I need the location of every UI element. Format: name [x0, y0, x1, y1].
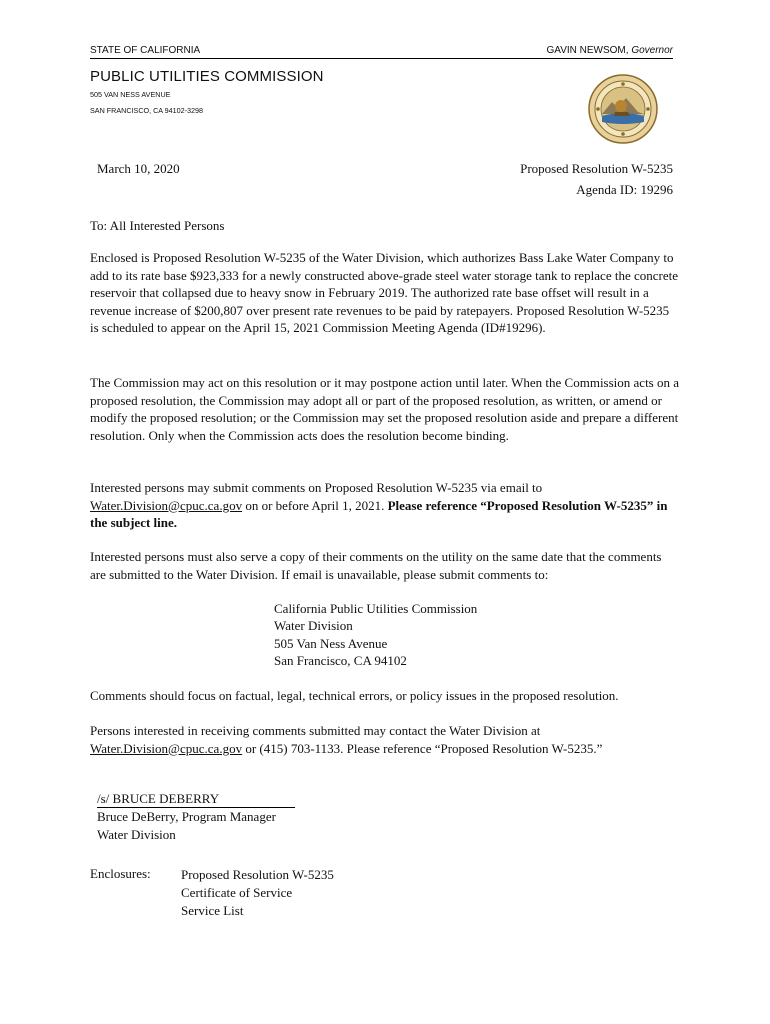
enclosure-item: Service List — [181, 903, 244, 918]
governor-name: GAVIN NEWSOM, — [546, 45, 629, 56]
submit-comments-intro: Interested persons may submit comments on Proposed Resolution W-5235 via email to — [90, 480, 543, 495]
signer-name-title: Bruce DeBerry, Program Manager — [97, 809, 276, 825]
governor-label — [546, 45, 673, 56]
enclosures-list — [181, 866, 334, 920]
address-line-1: 505 VAN NESS AVENUE — [90, 90, 171, 99]
signature-block — [97, 790, 295, 843]
contact-phone-reference: or (415) 703-1133. Please reference “Proposed Resolution W-5235.” — [242, 740, 603, 756]
recipient-line: To: All Interested Persons — [90, 218, 225, 233]
agency-name: PUBLIC UTILITIES COMMISSION — [90, 68, 324, 85]
address-line-2: SAN FRANCISCO, CA 94102-3298 — [90, 106, 204, 115]
paragraph-comment-focus: Comments should focus on factual, legal, technical errors, or policy issues in the proposed resolution. — [90, 688, 619, 703]
paragraph-serve-copy: Interested persons must also serve a copy of their comments on the utility on the same date that the comments are submitted to the Water Division. If email is unavailable, please submit comments to: — [90, 549, 662, 582]
water-division-email-link[interactable]: Water.Division@cpuc.ca.gov — [90, 497, 243, 513]
mailing-line-4: San Francisco, CA 94102 — [274, 653, 407, 669]
signer-division: Water Division — [97, 826, 176, 842]
governor-title: Governor — [631, 45, 673, 56]
state-label: STATE OF CALIFORNIA — [90, 45, 201, 56]
paragraph-contact — [90, 722, 680, 757]
letterhead-top — [90, 45, 673, 56]
paragraph-enclosure: Enclosed is Proposed Resolution W-5235 of the Water Division, which authorizes Bass Lake Water Company to add to its rate base $923,333 for a newly constructed above-grade steel water storage tank to replace the concrete reservoir that collapsed due to heavy snow in February 2019. The authorized rate base offset will result in a revenue increase of $200,807 over present rate revenues to be paid by ratepayers. Proposed Resolution W-5235 is scheduled to appear on the April 15, 2021 Commission Meeting Agenda (ID#19296). — [90, 250, 679, 336]
contact-intro: Persons interested in receiving comments submitted may contact the Water Division at — [90, 723, 541, 738]
enclosure-item: Certificate of Service — [181, 885, 293, 900]
contact-email-link[interactable]: Water.Division@cpuc.ca.gov — [90, 740, 243, 756]
signature-line: /s/ BRUCE DEBERRY — [97, 790, 295, 808]
letter-date: March 10, 2020 — [97, 161, 180, 176]
mailing-line-3: 505 Van Ness Avenue — [274, 635, 388, 651]
enclosures-label: Enclosures: — [90, 866, 151, 881]
mailing-address — [274, 600, 477, 670]
submit-comments-deadline: on or before April 1, 2021. — [242, 497, 388, 513]
paragraph-submit-comments — [90, 479, 680, 532]
subject-line-instruction: Please reference “Proposed Resolution W-5235” in the subject line. — [90, 497, 668, 531]
mailing-line-1: California Public Utilities Commission — [274, 601, 478, 616]
agenda-id: Agenda ID: 19296 — [576, 182, 673, 197]
paragraph-commission-action: The Commission may act on this resolution or it may postpone action until later. When the Commission acts on a proposed resolution, the Commission may adopt all or part of the proposed resolution, as written, or amend or modify the proposed resolution; or the Commission may set the proposed resolution aside and prepare a different resolution. Only when the Commission acts does the resolution become binding. — [90, 375, 680, 443]
state-seal-icon — [588, 74, 658, 144]
letterhead-divider — [90, 58, 673, 59]
mailing-line-2: Water Division — [274, 618, 353, 634]
resolution-id: Proposed Resolution W-5235 — [520, 161, 673, 176]
enclosure-item: Proposed Resolution W-5235 — [181, 867, 334, 882]
